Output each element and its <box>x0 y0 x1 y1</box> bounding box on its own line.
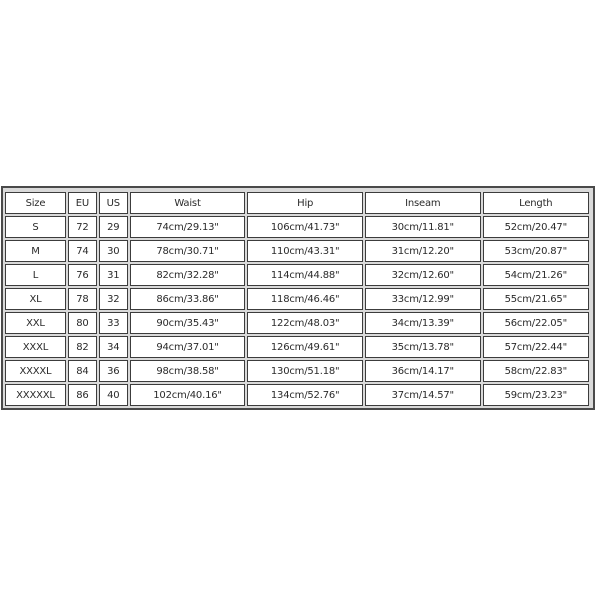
cell-waist: 74cm/29.13" <box>130 216 246 238</box>
cell-size: XXXXL <box>5 360 66 382</box>
cell-inseam: 30cm/11.81" <box>365 216 481 238</box>
cell-size: S <box>5 216 66 238</box>
cell-eu: 74 <box>68 240 97 262</box>
cell-us: 32 <box>99 288 128 310</box>
cell-eu: 84 <box>68 360 97 382</box>
size-chart-frame <box>1 186 595 410</box>
cell-waist: 78cm/30.71" <box>130 240 246 262</box>
header-size: Size <box>5 192 66 214</box>
cell-length: 53cm/20.87" <box>483 240 589 262</box>
table-row <box>5 312 589 334</box>
table-row <box>5 384 589 406</box>
cell-us: 40 <box>99 384 128 406</box>
header-waist: Waist <box>130 192 246 214</box>
cell-inseam: 36cm/14.17" <box>365 360 481 382</box>
cell-us: 36 <box>99 360 128 382</box>
cell-us: 33 <box>99 312 128 334</box>
cell-length: 57cm/22.44" <box>483 336 589 358</box>
size-chart-table <box>3 190 591 408</box>
cell-hip: 126cm/49.61" <box>247 336 363 358</box>
cell-us: 31 <box>99 264 128 286</box>
cell-length: 55cm/21.65" <box>483 288 589 310</box>
table-row <box>5 360 589 382</box>
cell-hip: 118cm/46.46" <box>247 288 363 310</box>
cell-hip: 114cm/44.88" <box>247 264 363 286</box>
cell-waist: 86cm/33.86" <box>130 288 246 310</box>
cell-size: XL <box>5 288 66 310</box>
cell-us: 29 <box>99 216 128 238</box>
cell-eu: 72 <box>68 216 97 238</box>
table-row <box>5 240 589 262</box>
header-inseam: Inseam <box>365 192 481 214</box>
header-us: US <box>99 192 128 214</box>
cell-us: 30 <box>99 240 128 262</box>
cell-inseam: 35cm/13.78" <box>365 336 481 358</box>
cell-inseam: 33cm/12.99" <box>365 288 481 310</box>
cell-length: 52cm/20.47" <box>483 216 589 238</box>
cell-inseam: 32cm/12.60" <box>365 264 481 286</box>
cell-eu: 86 <box>68 384 97 406</box>
header-hip: Hip <box>247 192 363 214</box>
cell-eu: 80 <box>68 312 97 334</box>
header-eu: EU <box>68 192 97 214</box>
header-row <box>5 192 589 214</box>
cell-waist: 94cm/37.01" <box>130 336 246 358</box>
cell-inseam: 34cm/13.39" <box>365 312 481 334</box>
header-length: Length <box>483 192 589 214</box>
cell-size: XXXL <box>5 336 66 358</box>
cell-size: M <box>5 240 66 262</box>
cell-waist: 98cm/38.58" <box>130 360 246 382</box>
cell-hip: 122cm/48.03" <box>247 312 363 334</box>
cell-length: 58cm/22.83" <box>483 360 589 382</box>
cell-waist: 82cm/32.28" <box>130 264 246 286</box>
cell-eu: 82 <box>68 336 97 358</box>
cell-size: XXXXXL <box>5 384 66 406</box>
cell-us: 34 <box>99 336 128 358</box>
cell-length: 59cm/23.23" <box>483 384 589 406</box>
cell-length: 56cm/22.05" <box>483 312 589 334</box>
table-row <box>5 216 589 238</box>
cell-size: XXL <box>5 312 66 334</box>
cell-waist: 90cm/35.43" <box>130 312 246 334</box>
cell-eu: 78 <box>68 288 97 310</box>
cell-inseam: 37cm/14.57" <box>365 384 481 406</box>
table-row <box>5 288 589 310</box>
cell-length: 54cm/21.26" <box>483 264 589 286</box>
cell-size: L <box>5 264 66 286</box>
cell-inseam: 31cm/12.20" <box>365 240 481 262</box>
cell-waist: 102cm/40.16" <box>130 384 246 406</box>
cell-hip: 110cm/43.31" <box>247 240 363 262</box>
table-row <box>5 336 589 358</box>
table-row <box>5 264 589 286</box>
cell-hip: 130cm/51.18" <box>247 360 363 382</box>
cell-eu: 76 <box>68 264 97 286</box>
cell-hip: 106cm/41.73" <box>247 216 363 238</box>
cell-hip: 134cm/52.76" <box>247 384 363 406</box>
